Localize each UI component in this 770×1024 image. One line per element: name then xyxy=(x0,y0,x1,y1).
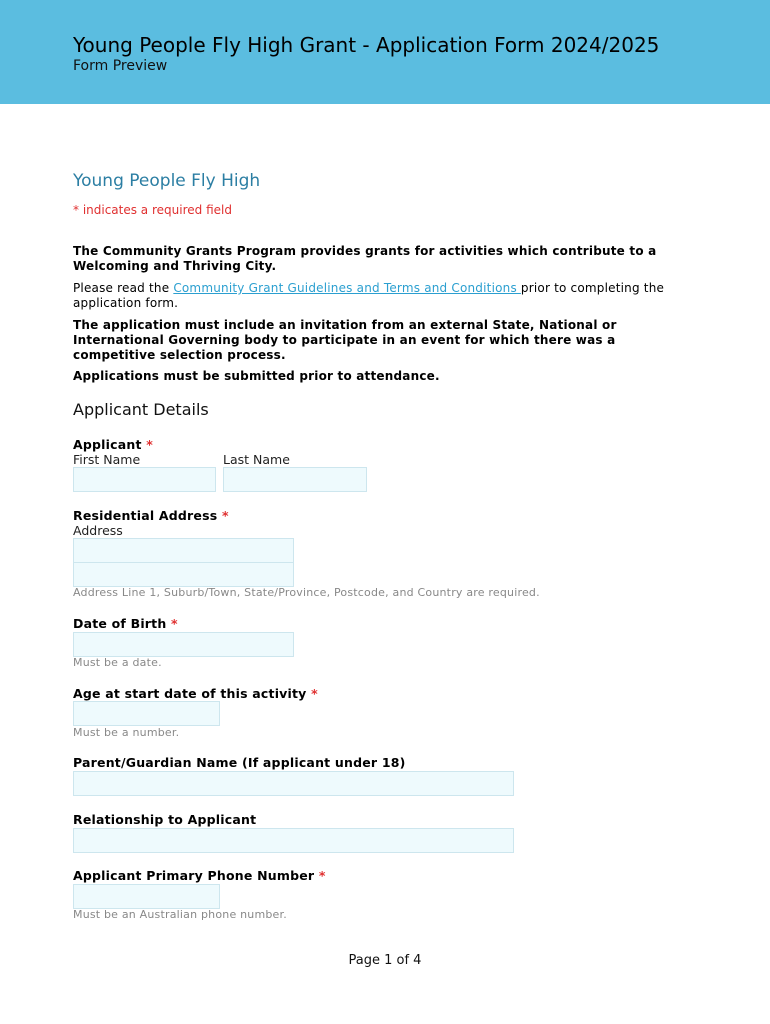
relationship-label: Relationship to Applicant xyxy=(73,812,257,827)
address-sublabel: Address xyxy=(73,523,123,538)
phone-hint: Must be an Australian phone number. xyxy=(73,908,287,921)
intro-paragraph-4: Applications must be submitted prior to attendance. xyxy=(73,369,440,383)
intro-read-after: prior to completing the application form. xyxy=(73,281,665,310)
required-star: * xyxy=(146,437,153,452)
last-name-label: Last Name xyxy=(223,452,290,467)
required-star: * xyxy=(318,868,326,883)
required-note: * indicates a required field xyxy=(73,203,232,217)
phone-label: Applicant Primary Phone Number * xyxy=(73,868,326,883)
dob-label: Date of Birth * xyxy=(73,616,178,631)
intro-paragraph-1: The Community Grants Program provides grants for activities which contribute to a Welcoming and Thriving City. xyxy=(73,244,657,273)
first-name-field[interactable] xyxy=(73,467,216,492)
page-indicator: Page 1 of 4 xyxy=(348,953,422,968)
required-star: * xyxy=(221,508,229,523)
guardian-field[interactable] xyxy=(73,771,514,796)
guardian-label: Parent/Guardian Name (If applicant under 18) xyxy=(73,755,406,770)
required-star: * xyxy=(171,616,178,631)
address-hint: Address Line 1, Suburb/Town, State/Province, Postcode, and Country are required. xyxy=(73,586,540,599)
relationship-field[interactable] xyxy=(73,828,514,853)
dob-field[interactable] xyxy=(73,632,294,657)
address-line-2-field[interactable] xyxy=(73,562,294,587)
page-subtitle: Form Preview xyxy=(73,58,168,74)
first-name-label: First Name xyxy=(73,452,141,467)
required-star: * xyxy=(311,686,318,701)
applicant-label: Applicant * xyxy=(73,437,153,452)
age-label: Age at start date of this activity * xyxy=(73,686,318,701)
page-title: Young People Fly High Grant - Application Form 2024/2025 xyxy=(73,33,660,57)
last-name-field[interactable] xyxy=(223,467,367,492)
age-hint: Must be a number. xyxy=(73,726,180,739)
address-line-1-field[interactable] xyxy=(73,538,294,563)
age-field[interactable] xyxy=(73,701,220,726)
intro-paragraph-3: The application must include an invitation from an external State, National or International Governing body to participate in an event for which there was a competitive selection process. xyxy=(73,318,617,362)
address-label: Residential Address * xyxy=(73,508,229,523)
header-banner xyxy=(0,0,770,104)
section-heading-applicant-details: Applicant Details xyxy=(73,400,209,419)
intro-read-before: Please read the xyxy=(73,281,174,295)
guidelines-link[interactable]: Community Grant Guidelines and Terms and Conditions xyxy=(173,281,521,295)
intro-paragraph-2 xyxy=(73,281,683,311)
form-title: Young People Fly High xyxy=(73,171,261,191)
dob-hint: Must be a date. xyxy=(73,656,162,669)
phone-field[interactable] xyxy=(73,884,220,909)
